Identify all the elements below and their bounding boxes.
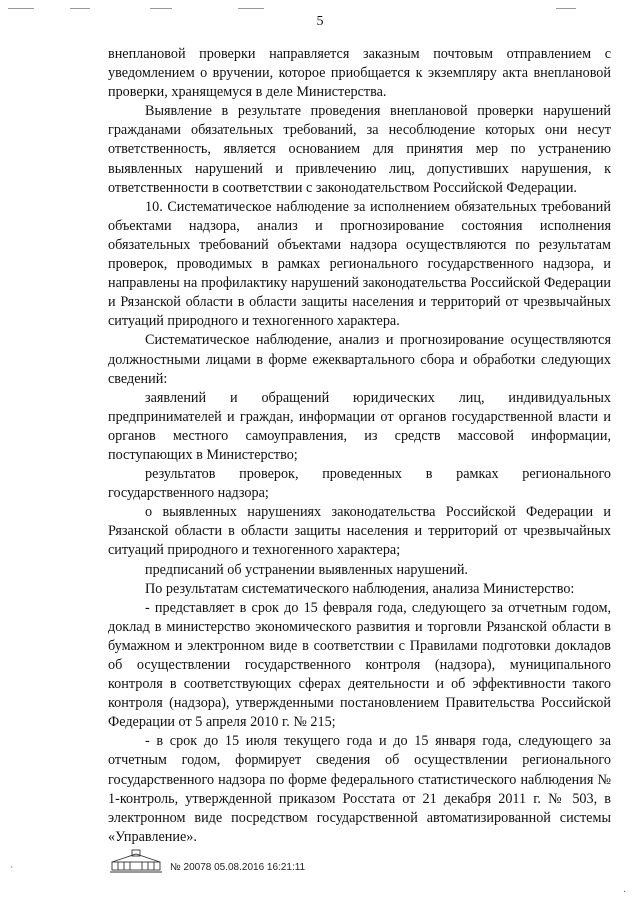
scan-edge-mark	[8, 8, 34, 9]
scan-edge-mark	[238, 8, 264, 9]
paragraph: результатов проверок, проведенных в рамках регионального государственного надзора;	[108, 466, 611, 502]
scan-mark: ·	[623, 887, 627, 898]
paragraph: По результатам систематического наблюдения, анализа Министерство:	[145, 580, 575, 597]
paragraph: внеплановой проверки направляется заказным почтовым отправлением с уведомлением о вручении, которое приобщается к экземпляру акта внеплановой проверки, хранящемуся в деле Министерства.	[108, 46, 611, 101]
paragraph: Выявление в результате проведения внеплановой проверки нарушений гражданами обязательных требований, за несоблюдение которых они несут ответственность, является основанием для принятия мер по устранению выявленных нарушений и привлечению лиц, допустивших нарушения, к ответственности в соответствии с законодательством Российской Федерации.	[108, 103, 611, 196]
paragraph: заявлений и обращений юридических лиц, индивидуальных предпринимателей и граждан, информации от органов государственной власти и органов местного самоуправления, из средств массовой информации, поступающих в Министерство;	[108, 389, 611, 463]
page-number: 5	[316, 14, 324, 29]
government-building-stamp-icon	[108, 848, 164, 874]
paragraph: о выявленных нарушениях законодательства Российской Федерации и Рязанской области в области защиты населения и территорий от чрезвычайных ситуаций природного и техногенного характера;	[108, 504, 611, 559]
document-footer	[108, 848, 408, 880]
paragraph: Систематическое наблюдение, анализ и прогнозирование осуществляются должностными лицами в форме ежеквартального сбора и обработки следующих сведений:	[108, 332, 611, 387]
paragraph: 10. Систематическое наблюдение за исполнением обязательных требований объектами надзора, анализ и прогнозирование состояния исполнения обязательных требований объектами надзора осуществляются по результатам проверок, проводимых в рамках регионального государственного надзора, и направлены на профилактику нарушений законодательства Российской Федерации и Рязанской области в области защиты населения и территорий от чрезвычайных ситуаций природного и техногенного характера.	[108, 198, 611, 330]
registration-number: № 20078 05.08.2016 16:21:11	[170, 862, 306, 873]
scan-edge-mark	[70, 8, 90, 9]
paragraph: - в срок до 15 июля текущего года и до 15 января года, следующего за отчетным годом, формирует сведения об осуществлении регионального государственного надзора по форме федерального статистического наблюдения № 1-контроль, утвержденной приказом Росстата от 21 декабря 2011 г. № 503, в электронном виде посредством государственной автоматизированной системы «Управление».	[108, 733, 611, 845]
document-body	[108, 45, 611, 847]
scan-mark: `	[10, 866, 14, 877]
paragraph: - представляет в срок до 15 февраля года, следующего за отчетным годом, доклад в министерство экономического развития и торговли Рязанской области в бумажном и электронном виде в соответствии с Правилами подготовки докладов об осуществлении государственного контроля (надзора), муниципального контроля в соответствующих сферах деятельности и об эффективности такого контроля (надзора), утвержденными постановлением Правительства Российской Федерации от 5 апреля 2010 г. № 215;	[108, 599, 611, 731]
paragraph: предписаний об устранении выявленных нарушений.	[145, 561, 468, 578]
scan-edge-mark	[556, 8, 576, 9]
scan-edge-mark	[150, 8, 172, 9]
